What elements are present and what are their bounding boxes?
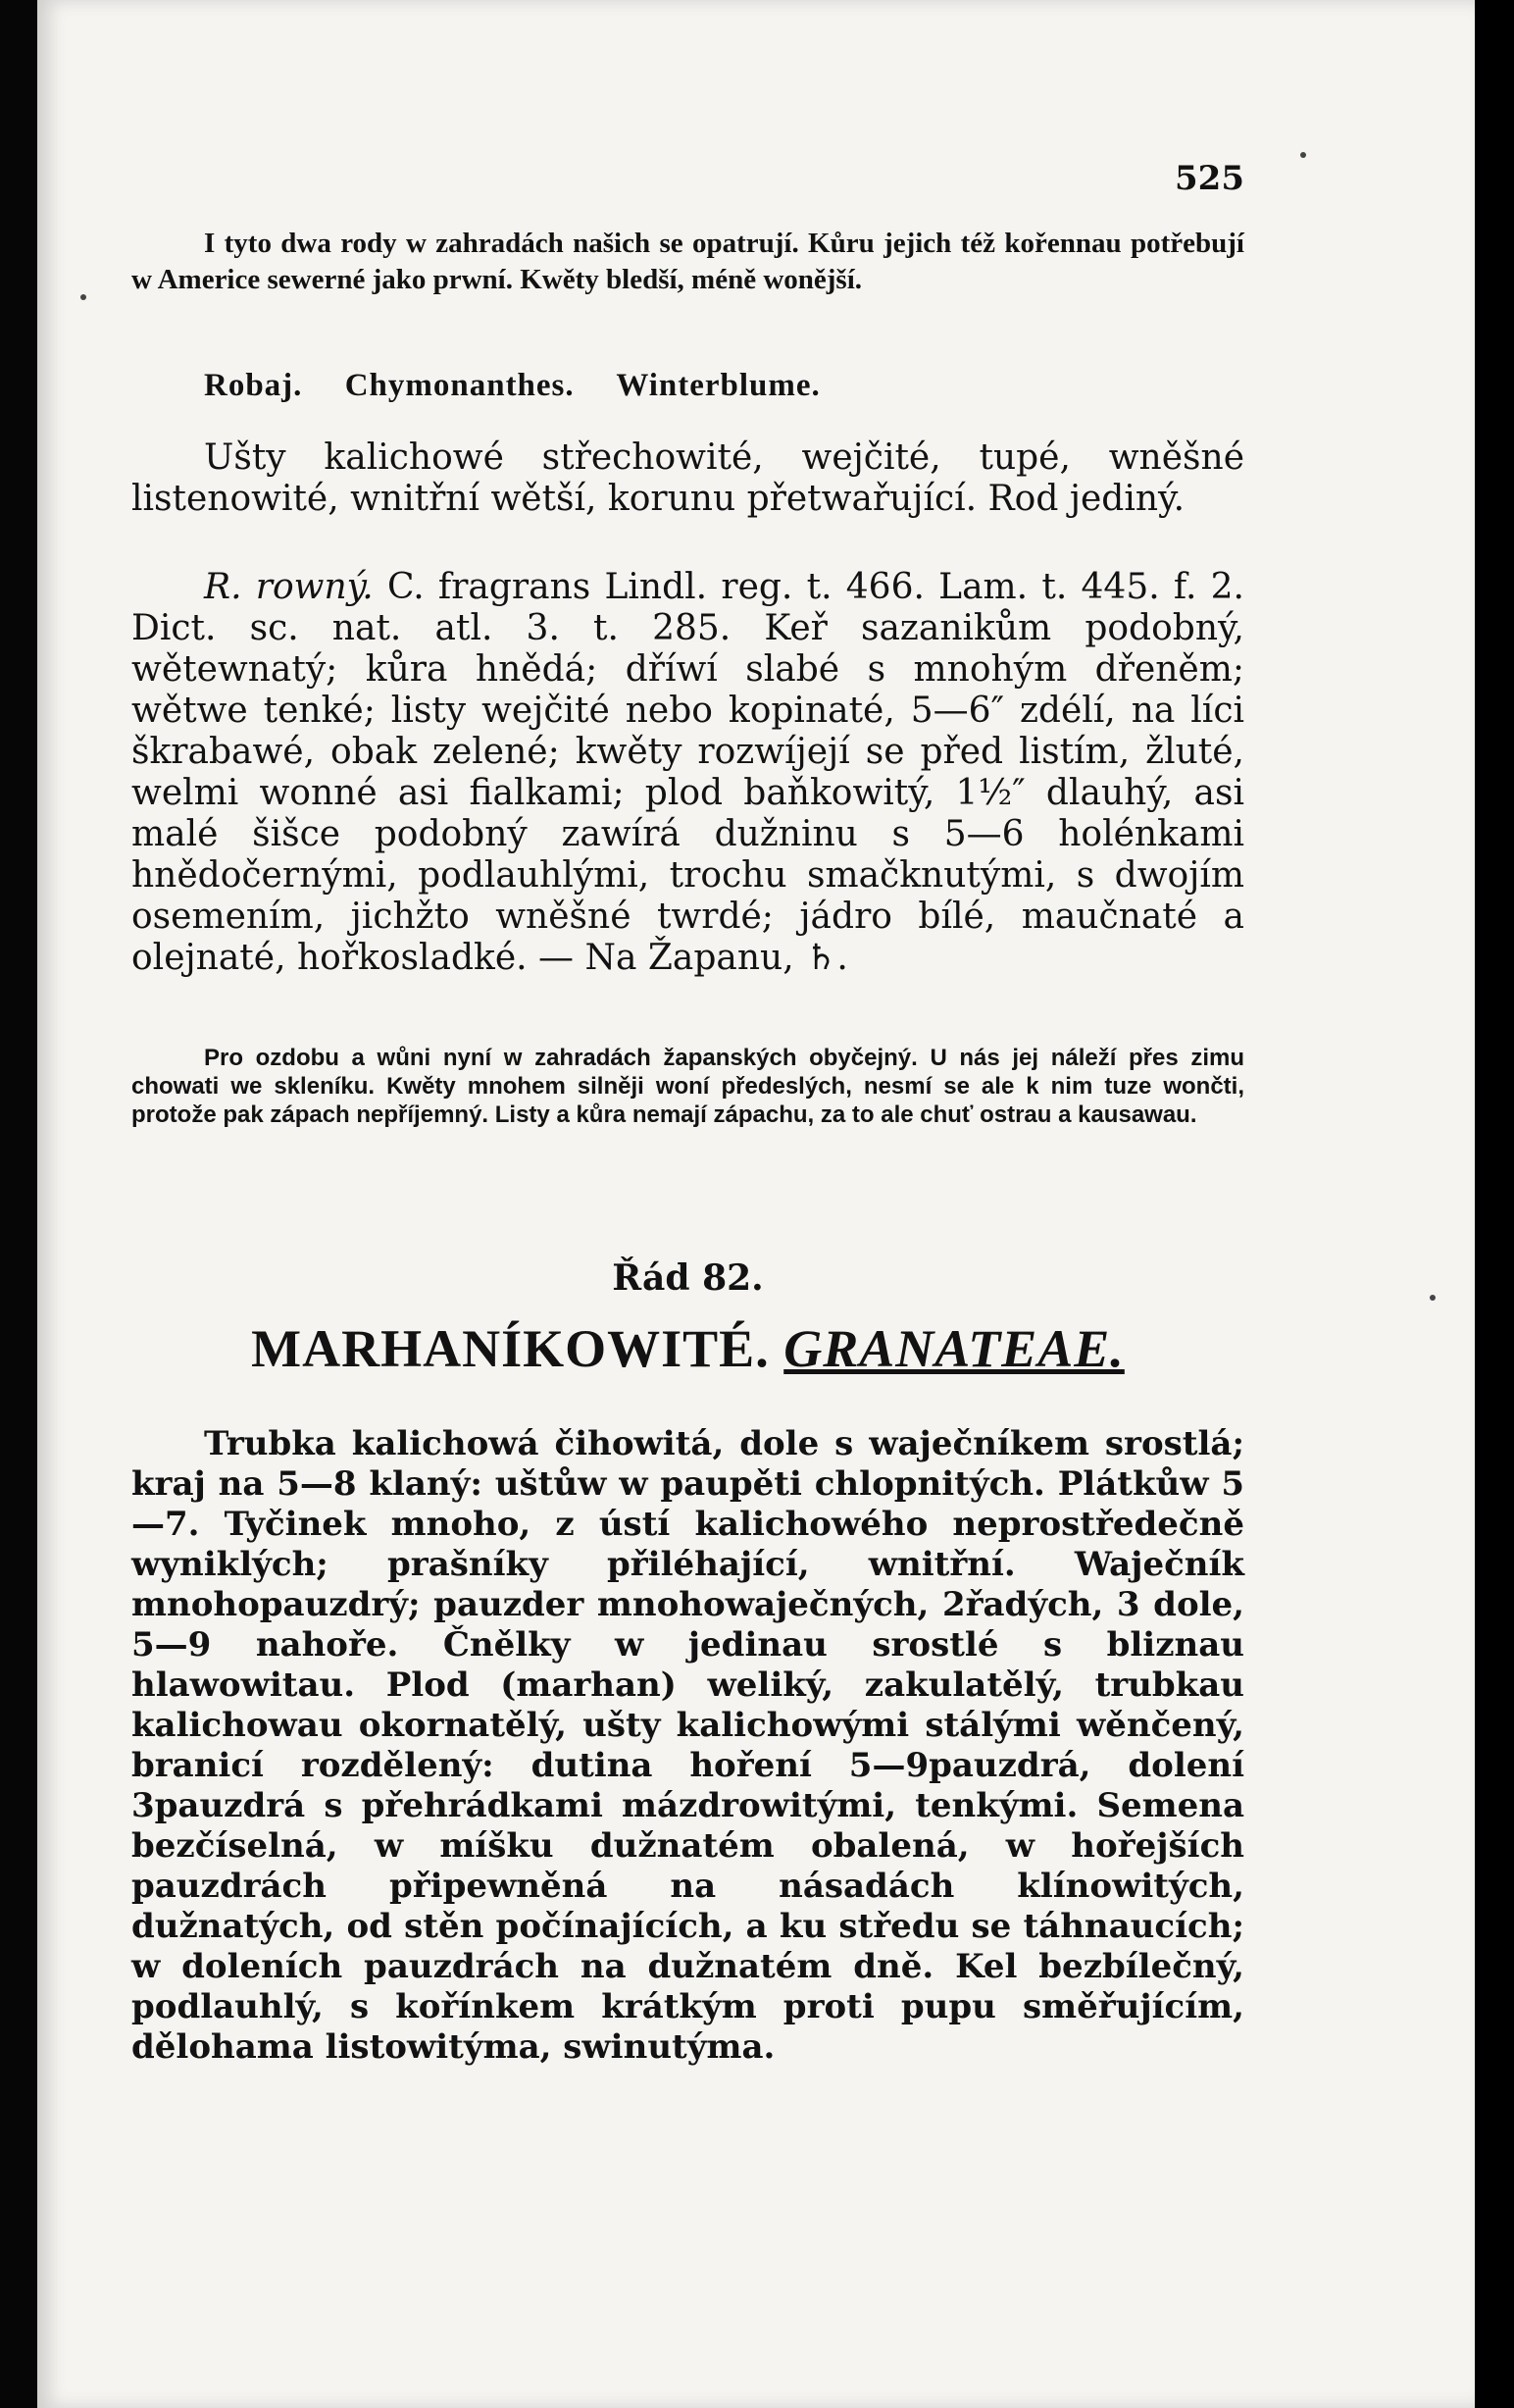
genus-latin: Chymonanthes. <box>344 368 575 403</box>
genus-description: Ušty kalichowé střechowité, wejčité, tupé, wněšné listenowité, wnitřní wětší, korunu přetwařující. Rod jediný. <box>131 437 1244 519</box>
genus-czech: Robaj. <box>204 368 303 403</box>
intro-paragraph: I tyto dwa rody w zahradách našich se opatrují. Kůru jejich též kořennau potřebují w Americe sewerné jako prwní. Kwěty bledší, méně wonější. <box>131 228 1244 295</box>
scan-right-margin <box>1475 0 1514 2408</box>
genus-german: Winterblume. <box>616 368 821 403</box>
order-label: Řád 82. <box>612 1257 764 1299</box>
ink-speck <box>80 294 86 300</box>
species-reference: C. fragrans Lindl. reg. t. 466. Lam. t. 445. f. 2. Dict. sc. nat. atl. 3. t. 285. <box>131 567 1244 648</box>
species-description: Keř sazanikům podobný, wětewnatý; kůra hnědá; dříwí slabé s mnohým dřeněm; wětwe tenké; listy wejčité nebo kopinaté, 5—6″ zdélí, na líci škrabawé, obak zelené; kwěty rozwíjejí se před listím, žluté, welmi wonné asi fialkami; plod baňkowitý, 1½″ dlauhý, asi malé šišce podobný zawírá dužninu s 5—6 holénkami hnědočernými, podlauhlými, trochu smačknutými, s dwojím osemením, jichžto wněšné twrdé; jádro bílé, maučnaté a olejnaté, hořkosladké. — Na Žapanu, ♄. <box>131 608 1245 978</box>
species-note: Pro ozdobu a wůni nyní w zahradách žapanských obyčejný. U nás jej náleží přes zimu chowati we skleníku. Kwěty mnohem silněji woní předeslých, nesmí se ale k nim tuze wončti, protože pak zápach nepříjemný. Listy a kůra nemají zápachu, za to ale chuť ostrau a kausawau. <box>131 1045 1244 1128</box>
family-latin-name: GRANATEAE. <box>783 1319 1125 1378</box>
order-description: Trubka kalichowá čihowitá, dole s waječníkem srostlá; kraj na 5—8 klaný: uštůw w paupěti chlopnitých. Plátkůw 5—7. Tyčinek mnoho, z ústí kalichowého neprostředečně wyniklých; prašníky přiléhající, wnitřní. Waječník mnohopauzdrý; pauzder mnohowaječných, 2řadých, 3 dole, 5—9 nahoře. Čnělky w jedinau srostlé s bliznau hlawowitau. Plod (marhan) weliký, zakulatělý, trubkau kalichowau okornatělý, ušty kalichowými stálými wěnčený, branicí rozdělený: dutina hoření 5—9pauzdrá, dolení 3pauzdrá s přehrádkami mázdrowitými, tenkými. Semena bezčíselná, w míšku dužnatém obalená, w hořejších pauzdrách připewněná na násadách klínowitých, dužnatých, od stěn počínajících, a ku středu se táhnaucích; w doleních pauzdrách na dužnatém dně. Kel bezbílečný, podlauhlý, s kořínkem krátkým proti pupu směřujícím, dělohama listowitýma, swinutýma. <box>131 1424 1244 2067</box>
genus-header <box>204 368 1317 404</box>
family-czech-name: MARHANÍKOWITÉ. <box>251 1319 770 1378</box>
page-number: 525 <box>1175 159 1244 198</box>
family-title <box>131 1318 1244 1379</box>
scan-left-margin <box>0 0 37 2408</box>
species-paragraph <box>131 567 1244 979</box>
ink-speck <box>1430 1295 1436 1301</box>
species-name: R. rowný. <box>204 567 374 607</box>
ink-speck <box>1300 152 1306 158</box>
book-page <box>37 0 1475 2408</box>
